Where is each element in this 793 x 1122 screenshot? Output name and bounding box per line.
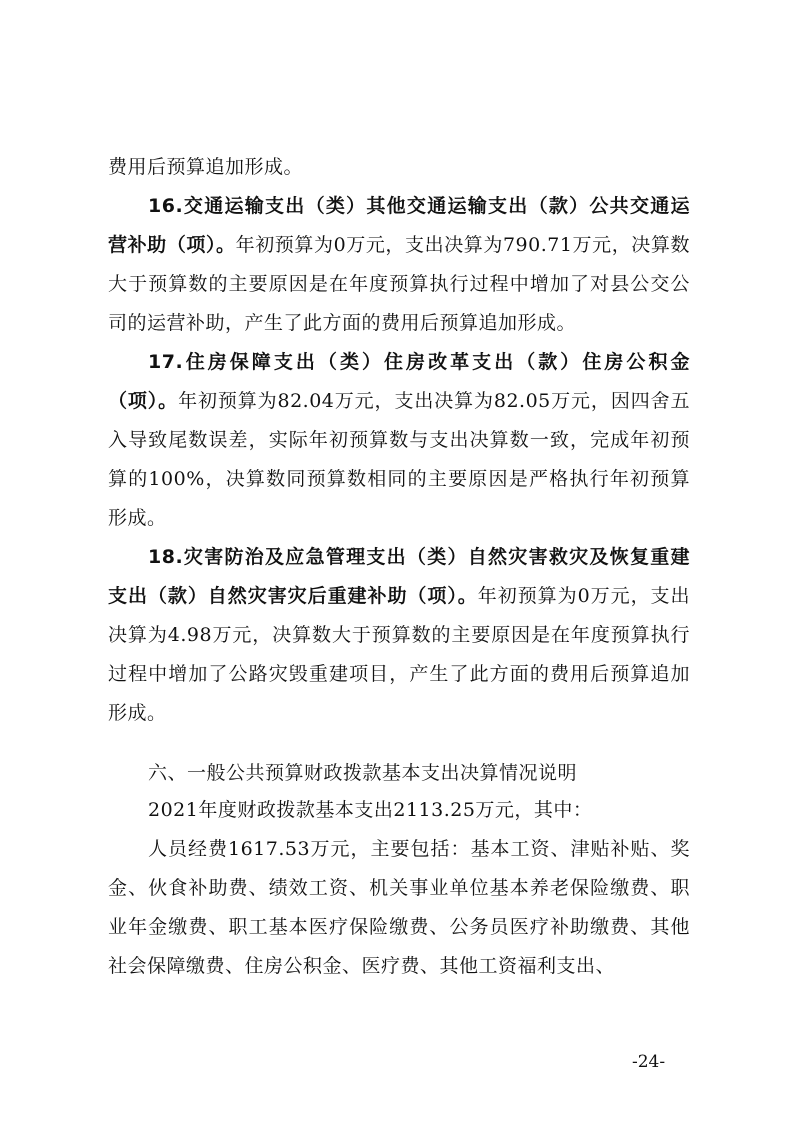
- item-18-title: 18.灾害防治及应急管理支出（类）自然灾害救灾及恢复重建支出（款）自然灾害灾后重建补助（项）。: [108, 546, 690, 607]
- section-6-line-2: 人员经费1617.53万元，主要包括：基本工资、津贴补贴、奖金、伙食补助费、绩效工资、机关事业单位基本养老保险缴费、职业年金缴费、职工基本医疗保险缴费、公务员医疗补助缴费、其他社会保障缴费、住房公积金、医疗费、其他工资福利支出、: [108, 838, 690, 977]
- item-17-body: 年初预算为82.04万元，支出决算为82.05万元，因四舍五入导致尾数误差，实际年初预算数与支出决算数一致，完成年初预算的100%，决算数同预算数相同的主要原因是严格执行年初预算形成。: [108, 390, 690, 529]
- item-17-title: 17.住房保障支出（类）住房改革支出（款）住房公积金（项）。: [108, 351, 690, 412]
- item-18-paragraph: [108, 538, 690, 733]
- item-16-body: 年初预算为0万元，支出决算为790.71万元，决算数大于预算数的主要原因是在年度预算执行过程中增加了对县公交公司的运营补助，产生了此方面的费用后预算追加形成。: [108, 234, 690, 334]
- continuation-text: 费用后预算追加形成。: [108, 156, 304, 178]
- page-number: -24-: [632, 1052, 666, 1072]
- item-17-paragraph: [108, 343, 690, 538]
- item-16-title: 16.交通运输支出（类）其他交通运输支出（款）公共交通运营补助（项）。: [108, 195, 690, 256]
- item-18-body: 年初预算为0万元，支出决算为4.98万元，决算数大于预算数的主要原因是在年度预算执行过程中增加了公路灾毁重建项目，产生了此方面的费用后预算追加形成。: [108, 585, 690, 724]
- section-6-heading: 六、一般公共预算财政拨款基本支出决算情况说明: [148, 762, 578, 784]
- item-16-paragraph: [108, 187, 690, 343]
- section-6-line-1: 2021年度财政拨款基本支出2113.25万元，其中：: [148, 799, 593, 821]
